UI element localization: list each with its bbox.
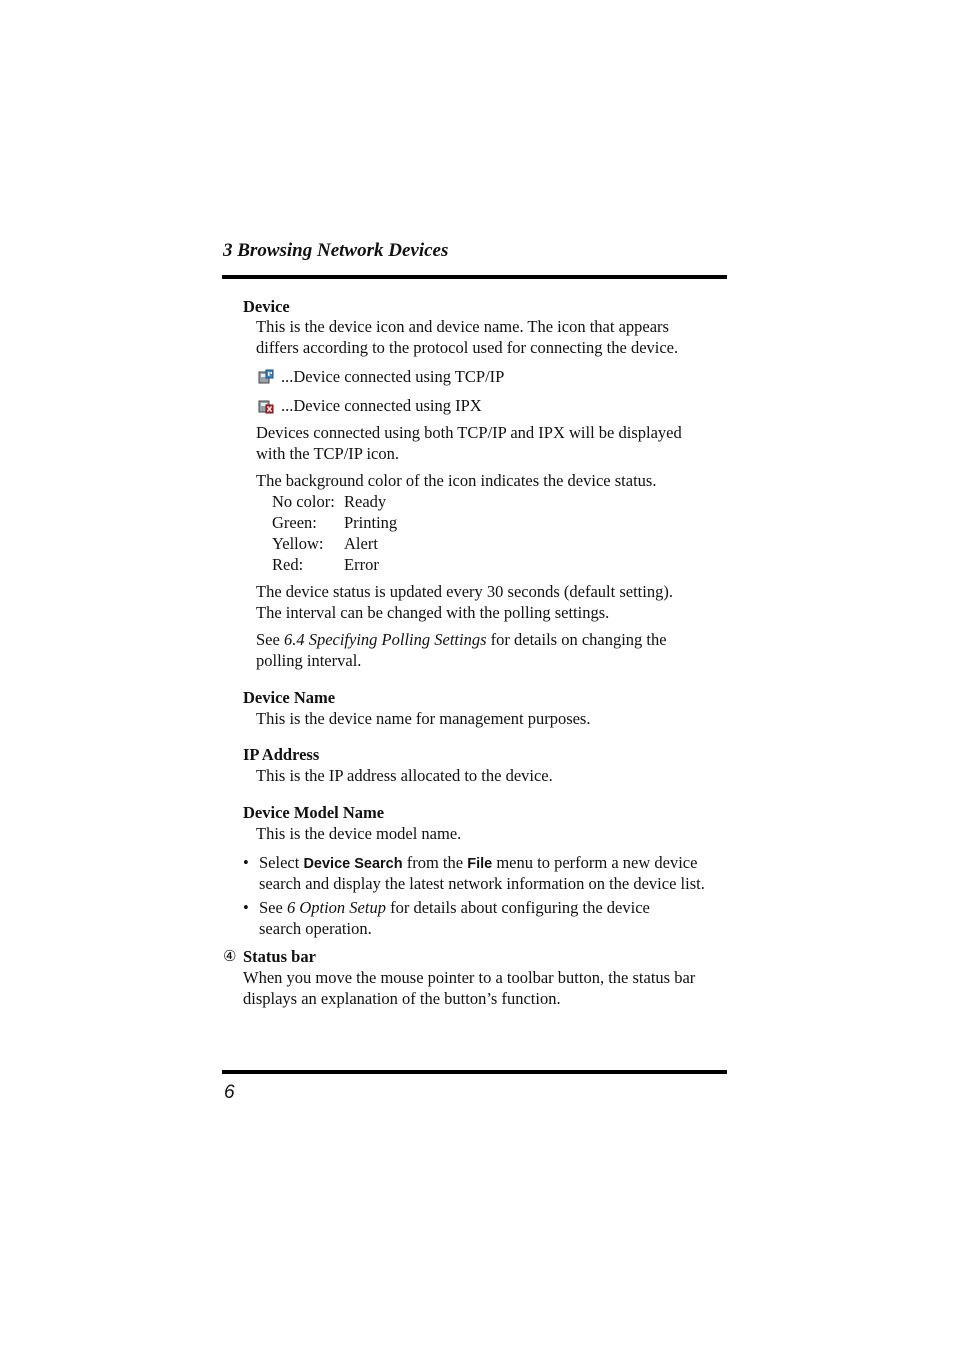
ipx-caption: ...Device connected using IPX <box>281 396 482 415</box>
footer-rule <box>222 1070 727 1074</box>
ip-address-heading: IP Address <box>243 745 320 764</box>
ip-address-desc: This is the IP address allocated to the device. <box>256 766 553 785</box>
device-name-heading: Device Name <box>243 688 336 707</box>
device-model-heading: Device Model Name <box>243 803 385 822</box>
note1-text-b: from the <box>402 853 468 872</box>
note1-line1 <box>259 852 697 875</box>
polling-reference-line2: polling interval. <box>256 651 362 670</box>
device-desc-line2: differs according to the protocol used for connecting the device. <box>256 338 679 357</box>
status-label-no-color: No color: <box>272 492 335 511</box>
status-value-ready: Ready <box>344 492 387 511</box>
both-protocols-line1: Devices connected using both TCP/IP and IPX will be displayed <box>256 423 682 442</box>
status-bar-desc-line1: When you move the mouse pointer to a toolbar button, the status bar <box>243 968 696 987</box>
note2-line2: search operation. <box>259 919 372 938</box>
tcpip-caption: ...Device connected using TCP/IP <box>281 367 505 386</box>
see-prefix: See <box>256 630 284 649</box>
status-bar-desc-line2: displays an explanation of the button’s function. <box>243 989 561 1008</box>
tcpip-device-icon <box>258 369 274 385</box>
update-interval-line1: The device status is updated every 30 seconds (default setting). <box>256 582 673 601</box>
ipx-device-icon <box>258 398 274 414</box>
update-interval-line2: The interval can be changed with the polling settings. <box>256 603 610 622</box>
page-number: 6 <box>224 1082 235 1103</box>
see-suffix: for details on changing the <box>486 630 667 649</box>
option-setup-link[interactable]: 6 Option Setup <box>286 898 386 917</box>
note2-line1 <box>259 897 650 918</box>
header-rule <box>222 275 727 279</box>
note1-line2: search and display the latest network information on the device list. <box>259 874 705 893</box>
device-heading: Device <box>243 297 290 316</box>
status-value-error: Error <box>344 555 379 574</box>
status-bar-heading: Status bar <box>243 947 316 966</box>
note1-text-a: Select <box>259 853 304 872</box>
note2-bullet: • <box>243 898 249 917</box>
polling-reference-line1 <box>256 629 667 650</box>
device-model-desc: This is the device model name. <box>256 824 462 843</box>
status-color-intro: The background color of the icon indicates the device status. <box>256 471 657 490</box>
polling-settings-link[interactable]: 6.4 Specifying Polling Settings <box>283 630 487 649</box>
chapter-header-title: 3 Browsing Network Devices <box>223 240 449 261</box>
file-menu-name: File <box>467 856 493 872</box>
note1-text-c: menu to perform a new device <box>492 853 698 872</box>
status-value-alert: Alert <box>344 534 378 553</box>
note2-text-a: See <box>259 898 287 917</box>
note2-text-b: for details about configuring the device <box>385 898 650 917</box>
device-desc-line1: This is the device icon and device name. The icon that appears <box>256 317 669 336</box>
both-protocols-line2: with the TCP/IP icon. <box>256 444 400 463</box>
status-value-printing: Printing <box>344 513 398 532</box>
status-label-red: Red: <box>272 555 304 574</box>
note1-bullet: • <box>243 853 249 872</box>
status-label-green: Green: <box>272 513 317 532</box>
device-name-desc: This is the device name for management purposes. <box>256 709 591 728</box>
item-number-marker: ④ <box>223 947 237 965</box>
status-label-yellow: Yellow: <box>272 534 324 553</box>
device-search-command: Device Search <box>303 856 403 872</box>
